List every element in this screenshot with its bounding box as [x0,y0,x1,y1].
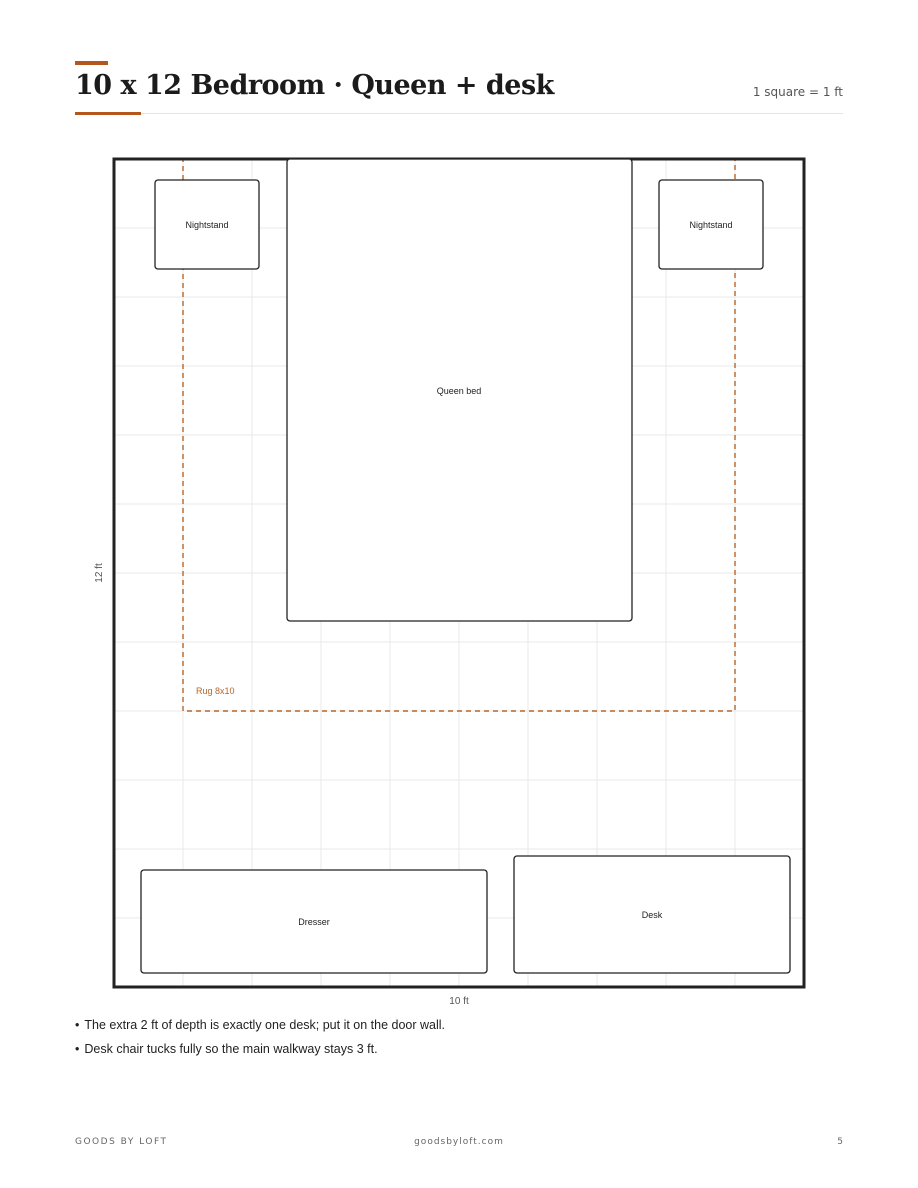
queen-bed-label: Queen bed [436,386,482,396]
rug-label: Rug 8x10 [196,686,235,696]
depth-dimension-label: 12 ft [94,563,105,583]
page-number: 5 [837,1137,843,1147]
nightstand-left-label: Nightstand [185,220,229,230]
nightstand-right-label: Nightstand [689,220,733,230]
note-item: • Desk chair tucks fully so the main walkway stays 3 ft. [75,1037,445,1061]
note-item: • The extra 2 ft of depth is exactly one desk; put it on the door wall. [75,1013,445,1037]
footer-url: goodsbyloft.com [414,1137,504,1147]
scale-note: 1 square = 1 ft [752,85,843,99]
desk-label: Desk [641,910,663,920]
dresser-label: Dresser [298,917,330,927]
design-notes [75,1013,445,1061]
page-title: 10 x 12 Bedroom · Queen + desk [75,70,554,101]
width-dimension-label: 10 ft [449,996,469,1007]
footer-brand: GOODS BY LOFT [75,1137,168,1147]
